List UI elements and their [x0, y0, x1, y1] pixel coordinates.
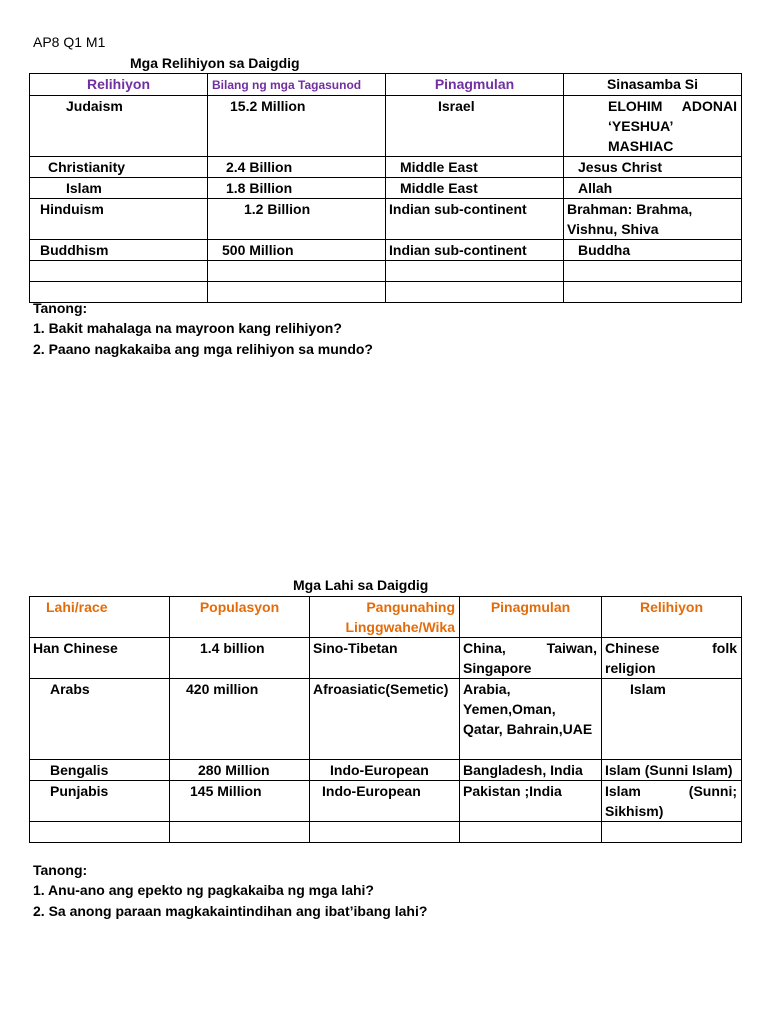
table-cell: 500 Million: [208, 240, 386, 261]
table-cell: [310, 822, 460, 843]
religions-table: [29, 73, 742, 303]
table-cell: China, Taiwan, Singapore: [460, 638, 602, 679]
table-cell: Afroasiatic(Semetic): [310, 679, 460, 760]
table-cell: Chinese folk religion: [602, 638, 742, 679]
header-cell: Pinagmulan: [386, 74, 564, 96]
table-cell: [386, 261, 564, 282]
table-cell: Punjabis: [30, 781, 170, 822]
table-row: [30, 822, 742, 843]
header-cell: Relihiyon: [602, 597, 742, 638]
table-cell: Islam (Sunni Islam): [602, 760, 742, 781]
table-cell: [170, 822, 310, 843]
questions2-label: Tanong:: [33, 862, 88, 878]
question-item: 1. Anu-ano ang epekto ng pagkakaiba ng mga lahi?: [33, 882, 374, 898]
table-row: [30, 199, 742, 240]
table-cell: Islam: [30, 178, 208, 199]
table-cell: 420 million: [170, 679, 310, 760]
table2-title: Mga Lahi sa Daigdig: [293, 577, 429, 593]
table-cell: Bangladesh, India: [460, 760, 602, 781]
table-cell: [30, 261, 208, 282]
header-cell: Relihiyon: [30, 74, 208, 96]
table-row: [30, 638, 742, 679]
question-item: 2. Sa anong paraan magkakaintindihan ang ibat’ibang lahi?: [33, 903, 428, 919]
header-cell: Bilang ng mga Tagasunod: [208, 74, 386, 96]
header-cell: Populasyon: [170, 597, 310, 638]
header-cell: Lahi/race: [30, 597, 170, 638]
header-cell: Pangunahing Linggwahe/Wika: [310, 597, 460, 638]
table-cell: 1.4 billion: [170, 638, 310, 679]
table-header-row: [30, 74, 742, 96]
table-cell: Buddhism: [30, 240, 208, 261]
table-cell: Indian sub-continent: [386, 199, 564, 240]
table-cell: [30, 822, 170, 843]
questions1-label: Tanong:: [33, 300, 88, 316]
table-row: [30, 679, 742, 760]
table-cell: 1.2 Billion: [208, 199, 386, 240]
table-cell: [460, 822, 602, 843]
table1-title: Mga Relihiyon sa Daigdig: [130, 55, 300, 71]
table-cell: Islam (Sunni; Sikhism): [602, 781, 742, 822]
table-cell: [208, 282, 386, 303]
table-row: [30, 261, 742, 282]
table-cell: 1.8 Billion: [208, 178, 386, 199]
table-row: [30, 96, 742, 157]
table-cell: Buddha: [564, 240, 742, 261]
table-cell: Arabs: [30, 679, 170, 760]
races-table: [29, 596, 742, 843]
table-row: [30, 781, 742, 822]
table-cell: Middle East: [386, 157, 564, 178]
table-cell: Indo-European: [310, 760, 460, 781]
question-item: 2. Paano nagkakaiba ang mga relihiyon sa mundo?: [33, 341, 373, 357]
table-cell: Pakistan ;India: [460, 781, 602, 822]
table-cell: Allah: [564, 178, 742, 199]
table-row: [30, 282, 742, 303]
question-item: 1. Bakit mahalaga na mayroon kang relihiyon?: [33, 320, 342, 336]
table-cell: Christianity: [30, 157, 208, 178]
table-cell: [564, 261, 742, 282]
table-row: [30, 760, 742, 781]
table-cell: [208, 261, 386, 282]
table-cell: [386, 282, 564, 303]
table-cell: Middle East: [386, 178, 564, 199]
table-cell: Jesus Christ: [564, 157, 742, 178]
table-cell: Brahman: Brahma, Vishnu, Shiva: [564, 199, 742, 240]
document-label: AP8 Q1 M1: [33, 34, 106, 50]
table-cell: 15.2 Million: [208, 96, 386, 157]
table-cell: Bengalis: [30, 760, 170, 781]
header-cell: Pinagmulan: [460, 597, 602, 638]
header-cell: Sinasamba Si: [564, 74, 742, 96]
table-cell: 280 Million: [170, 760, 310, 781]
table-cell: [602, 822, 742, 843]
table-row: [30, 240, 742, 261]
table-cell: 145 Million: [170, 781, 310, 822]
table-cell: 2.4 Billion: [208, 157, 386, 178]
table-cell: Judaism: [30, 96, 208, 157]
table-cell: Indian sub-continent: [386, 240, 564, 261]
table-cell: Han Chinese: [30, 638, 170, 679]
table-cell: Israel: [386, 96, 564, 157]
table-cell: [564, 282, 742, 303]
table-cell: Hinduism: [30, 199, 208, 240]
table-cell: ELOHIM ADONAI ‘YESHUA’ MASHIAC: [564, 96, 742, 157]
table-header-row: [30, 597, 742, 638]
table-cell: Indo-European: [310, 781, 460, 822]
table-row: [30, 178, 742, 199]
table-cell: Arabia, Yemen,Oman, Qatar, Bahrain,UAE: [460, 679, 602, 760]
table-cell: Sino-Tibetan: [310, 638, 460, 679]
table-cell: Islam: [602, 679, 742, 760]
table-row: [30, 157, 742, 178]
